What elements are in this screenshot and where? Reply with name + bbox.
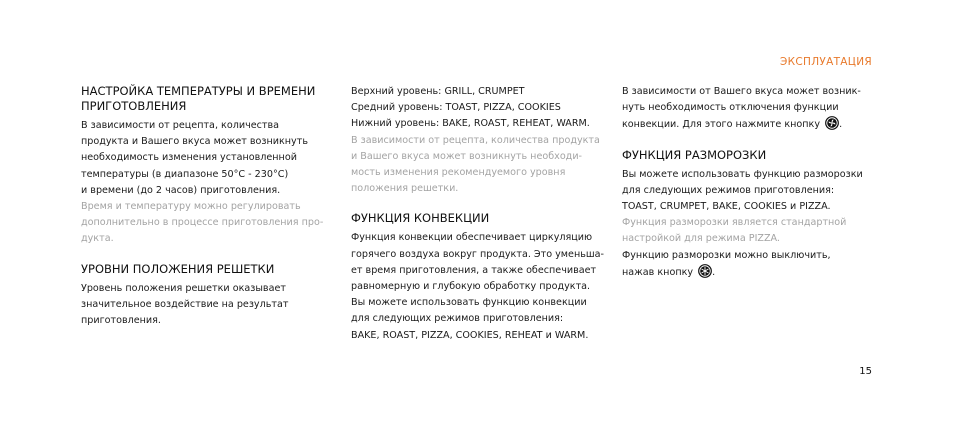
fan-button-icon [825,116,839,130]
text-line: Функция конвекции обеспечивает циркуляцию [351,232,593,244]
text-line: Вы можете использовать функцию разморозки [622,168,863,180]
heading-rack-levels: УРОВНИ ПОЛОЖЕНИЯ РЕШЕТКИ [81,261,275,276]
text-line: BAKE, ROAST, PIZZA, COOKIES, REHEAT и WARM. [351,329,589,341]
text-line: для следующих режимов приготовления: [351,313,564,325]
text-line: равномерную и глубокую обработку продукта. [351,281,591,293]
page-number: 15 [859,366,872,377]
paragraph-temperature [81,118,343,199]
paragraph-defrost [622,167,884,216]
paragraph-convection-off [622,84,884,134]
text-line: Средний уровень: TOAST, PIZZA, COOKIES [351,102,561,114]
text-line: нуть необходимость отключения функции [622,102,839,114]
text-line: В зависимости от рецепта, количества продукта [351,134,600,146]
text-line: продукта и Вашего вкуса может возникнуть [81,136,308,148]
snowflake-button-icon [698,264,712,278]
paragraph-rack-modes [351,84,613,133]
text-line: конвекции. Для этого нажмите кнопку [622,119,821,131]
heading-defrost: ФУНКЦИЯ РАЗМОРОЗКИ [622,147,767,162]
paragraph-defrost-off [622,248,884,281]
text-line: настройкой для режима PIZZA. [622,233,780,245]
text-line: положения решетки. [351,183,459,195]
text-line: нажав кнопку [622,266,694,278]
text-line: необходимость изменения установленной [81,152,297,164]
paragraph-defrost-note [622,215,884,247]
text-line: дукта. [81,233,114,245]
text-line: В зависимости от рецепта, количества [81,120,280,131]
text-line: Функцию разморозки можно выключить, [622,249,831,261]
text-line: для следующих режимов приготовления: [622,184,835,196]
text-line: Время и температуру можно регулировать [81,201,301,213]
text-line: Уровень положения решетки оказывает [81,282,286,294]
text-line: Верхний уровень: GRILL, CRUMPET [351,86,525,97]
text-line: В зависимости от Вашего вкуса может возник- [622,86,861,97]
column-1 [81,84,343,329]
paragraph-rack-levels [81,281,343,330]
text-line: . [839,119,843,131]
text-line: . [712,266,716,278]
text-line: приготовления. [81,315,161,327]
heading-convection: ФУНКЦИЯ КОНВЕКЦИИ [351,211,490,226]
text-line: значительное воздействие на результат [81,298,289,310]
section-title: ЭКСПЛУАТАЦИЯ [780,56,872,68]
column-2 [351,84,613,344]
text-line: TOAST, CRUMPET, BAKE, COOKIES и PIZZA. [622,201,831,213]
paragraph-rack-note [351,133,613,198]
text-line: и времени (до 2 часов) приготовления. [81,184,281,196]
heading-temperature-time: НАСТРОЙКА ТЕМПЕРАТУРЫ И ВРЕМЕНИ ПРИГОТОВЛЕНИЯ [81,84,316,113]
text-line: Функция разморозки является стандартной [622,217,847,229]
text-line: температуры (в диапазоне 50°C - 230°C) [81,168,289,180]
paragraph-convection [351,230,613,343]
text-line: ет время приготовления, а также обеспечивает [351,264,597,276]
column-3 [622,84,884,281]
paragraph-adjust-note [81,199,343,248]
text-line: горячего воздуха вокруг продукта. Это уменьша- [351,248,604,260]
text-line: и Вашего вкуса может возникнуть необходи- [351,150,583,162]
text-line: мость изменения рекомендуемого уровня [351,167,566,179]
text-line: Нижний уровень: BAKE, ROAST, REHEAT, WARM. [351,118,590,130]
text-line: дополнительно в процессе приготовления про- [81,217,324,229]
text-line: Вы можете использовать функцию конвекции [351,297,587,309]
